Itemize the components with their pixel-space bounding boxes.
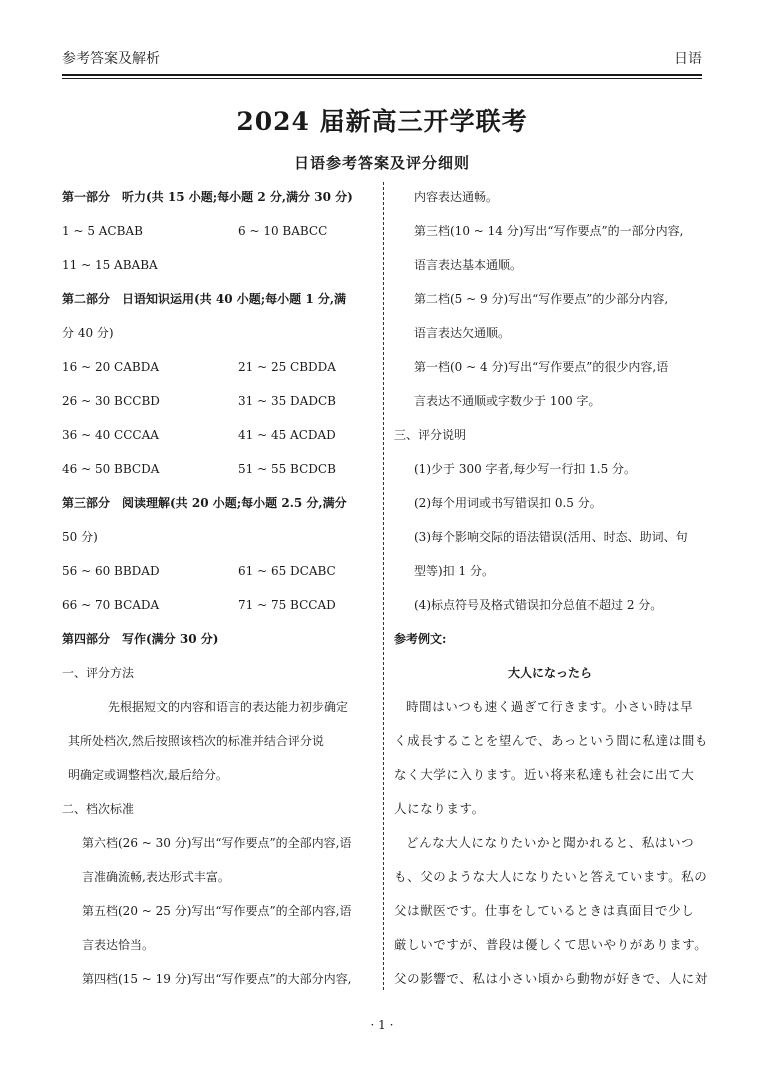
paragraph-line: 其所处档次,然后按照该档次的标准并结合评分说 (68, 734, 324, 748)
answer-group: 66 ~ 70 BCADA (62, 598, 160, 612)
grade-line: 第六档(26 ~ 30 分)写出“写作要点”的全部内容,语 (82, 836, 352, 850)
answer-group: 46 ~ 50 BBCDA (62, 462, 160, 476)
grade-line: 语言表达基本通顺。 (414, 258, 523, 272)
answer-group: 36 ~ 40 CCCAA (62, 428, 159, 442)
answer-row (62, 256, 158, 274)
part2-heading: 第二部分 日语知识运用(共 40 小题;每小题 1 分,满 (62, 292, 347, 306)
note-line: (1)少于 300 字者,每少写一行扣 1.5 分。 (414, 462, 637, 476)
part2-heading-cont: 分 40 分) (62, 326, 114, 340)
answer-group: 51 ~ 55 BCDCB (238, 462, 336, 476)
grade-line: 第三档(10 ~ 14 分)写出“写作要点”的一部分内容, (414, 224, 684, 238)
answer-group: 71 ~ 75 BCCAD (238, 598, 336, 612)
right-column (394, 180, 709, 992)
example-label: 参考例文: (394, 632, 447, 646)
essay-line: も、父のような大人になりたいと答えています。私の (394, 869, 708, 884)
answer-group: 31 ~ 35 DADCB (238, 394, 336, 408)
grade-line: 语言表达欠通顺。 (414, 326, 511, 340)
essay-line: どんな大人になりたいかと聞かれると、私はいつ (406, 835, 695, 850)
section-heading: 一、评分方法 (62, 666, 135, 680)
answer-row (62, 222, 328, 240)
grade-line: 言表达恰当。 (82, 938, 155, 952)
answer-row (62, 358, 336, 376)
column-divider (383, 182, 384, 990)
essay-line: く成長することを望んで、あっという間に私達は間も (394, 733, 709, 748)
answer-group: 11 ~ 15 ABABA (62, 258, 158, 272)
essay-line: なく大学に入ります。近い将来私達も社会に出て大 (394, 767, 695, 782)
part4-heading: 第四部分 写作(满分 30 分) (62, 632, 219, 646)
note-line: 型等)扣 1 分。 (414, 564, 494, 578)
header-subject-label: 日语 (674, 51, 702, 67)
grade-line: 第五档(20 ~ 25 分)写出“写作要点”的全部内容,语 (82, 904, 352, 918)
answer-group: 6 ~ 10 BABCC (238, 224, 328, 238)
part1-heading: 第一部分 听力(共 15 小题;每小题 2 分,满分 30 分) (62, 190, 353, 204)
paragraph-line: 先根据短文的内容和语言的表达能力初步确定 (108, 700, 349, 714)
part3-heading-cont: 50 分) (62, 530, 98, 544)
left-column (62, 180, 372, 992)
answer-group: 41 ~ 45 ACDAD (238, 428, 336, 442)
section-heading: 三、评分说明 (394, 428, 467, 442)
note-line: (2)每个用词或书写错误扣 0.5 分。 (414, 496, 602, 510)
answer-row (62, 426, 336, 444)
answer-row (62, 562, 336, 580)
essay-line: 父の影響で、私は小さい頃から動物が好きで、人に対 (394, 971, 708, 986)
answer-group: 21 ~ 25 CBDDA (238, 360, 336, 374)
part3-heading: 第三部分 阅读理解(共 20 小题;每小题 2.5 分,满分 (62, 496, 347, 510)
grade-line: 第一档(0 ~ 4 分)写出“写作要点”的很少内容,语 (414, 360, 669, 374)
page-header (62, 48, 702, 70)
grade-line: 第四档(15 ~ 19 分)写出“写作要点”的大部分内容, (82, 972, 352, 986)
answer-row (62, 460, 336, 478)
essay-line: 時間はいつも速く過ぎて行きます。小さい時は早 (406, 699, 694, 714)
header-rule-thick (62, 74, 702, 76)
essay-line: 父は獣医です。仕事をしているときは真面目で少し (394, 903, 695, 918)
answer-row (62, 596, 336, 614)
answer-group: 26 ~ 30 BCCBD (62, 394, 160, 408)
grade-line: 言准确流畅,表达形式丰富。 (82, 870, 230, 884)
section-heading: 二、档次标准 (62, 802, 135, 816)
answer-group: 61 ~ 65 DCABC (238, 564, 336, 578)
paragraph-line: 明确定或调整档次,最后给分。 (68, 768, 228, 782)
essay-line: 人になります。 (394, 801, 485, 816)
note-line: (3)每个影响交际的语法错误(活用、时态、助词、句 (414, 530, 688, 544)
document-title: 2024 届新高三开学联考 (236, 107, 528, 136)
header-left-label: 参考答案及解析 (62, 51, 160, 67)
answer-row (62, 392, 336, 410)
answer-group: 56 ~ 60 BBDAD (62, 564, 160, 578)
grade-line: 内容表达通畅。 (414, 190, 499, 204)
header-rule-thin (62, 78, 702, 79)
document-subtitle: 日语参考答案及评分细则 (293, 154, 470, 172)
essay-title: 大人になったら (507, 666, 592, 680)
note-line: (4)标点符号及格式错误扣分总值不超过 2 分。 (414, 598, 663, 612)
page-number: · 1 · (370, 1018, 394, 1032)
grade-line: 言表达不通顺或字数少于 100 字。 (414, 394, 601, 408)
grade-line: 第二档(5 ~ 9 分)写出“写作要点”的少部分内容, (414, 292, 669, 306)
essay-line: 厳しいですが、普段は優しくて思いやりがあります。 (394, 937, 708, 952)
answer-group: 1 ~ 5 ACBAB (62, 224, 143, 238)
answer-group: 16 ~ 20 CABDA (62, 360, 159, 374)
